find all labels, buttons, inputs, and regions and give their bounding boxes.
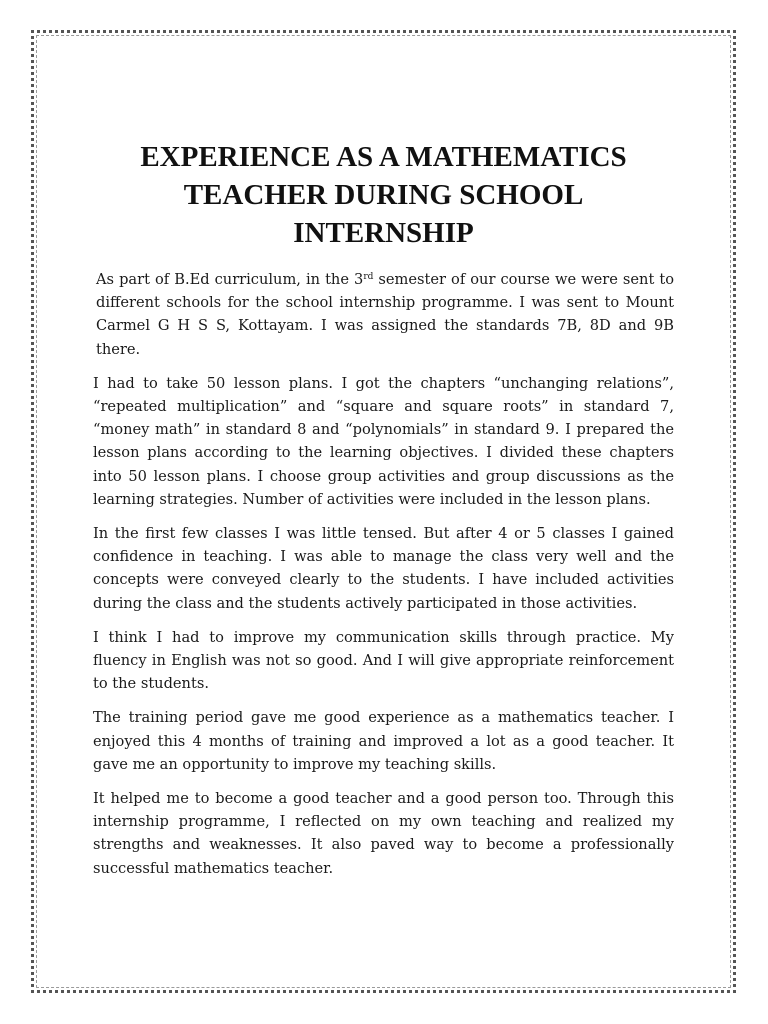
document-body <box>93 138 674 891</box>
ordinal-suffix: rd <box>363 272 374 282</box>
paragraph-2: I had to take 50 lesson plans. I got the chapters “unchanging relations”, “repeated multiplication” and “square and square roots” in standard 7, “money math” in standard 8 and “polynomials” in standard 9. I prepared the lesson plans according to the learning objectives. I divided these chapters into 50 lesson plans. I choose group activities and group discussions as the learning strategies. Number of activities were included in the lesson plans. <box>93 374 674 508</box>
paragraph-3: In the first few classes I was little tensed. But after 4 or 5 classes I gained confidence in teaching. I was able to manage the class very well and the concepts were conveyed clearly to the students. I have included activities during the class and the students actively participated in those activities. <box>93 525 674 612</box>
paragraph-6: It helped me to become a good teacher and a good person too. Through this internship programme, I reflected on my own teaching and realized my strengths and weaknesses. It also paved way to become a professionally successful mathematics teacher. <box>93 790 674 877</box>
paragraph-5: The training period gave me good experience as a mathematics teacher. I enjoyed this 4 months of training and improved a lot as a good teacher. It gave me an opportunity to improve my teaching skills. <box>93 709 674 773</box>
paragraph-4: I think I had to improve my communication skills through practice. My fluency in English was not so good. And I will give appropriate reinforcement to the students. <box>93 628 674 693</box>
paragraph-1 <box>93 268 674 361</box>
paragraph-1-text-end: semester of our course we were sent to different schools for the school internship programme. I was sent to Mount Carmel G H S S, Kottayam. I was assigned the standards 7B, 8D and 9B there. <box>96 271 674 358</box>
paragraph-1-text-start: As part of B.Ed curriculum, in the 3 <box>96 271 364 288</box>
document-title: EXPERIENCE AS A MATHEMATICS TEACHER DURING SCHOOL INTERNSHIP <box>140 141 627 249</box>
